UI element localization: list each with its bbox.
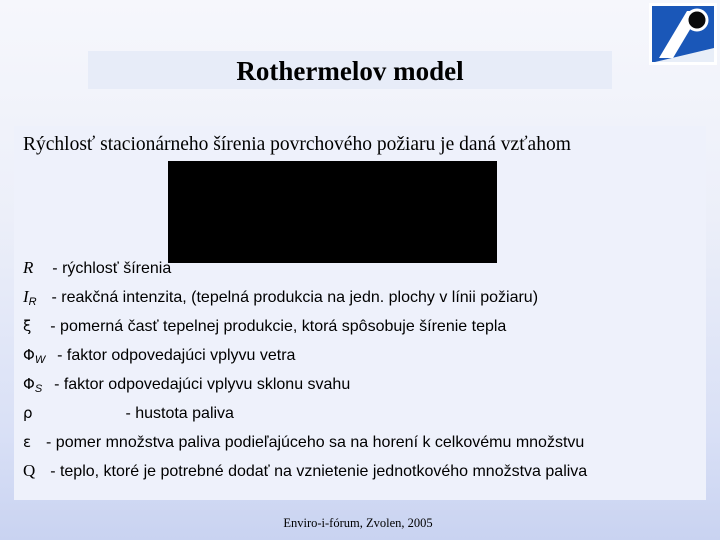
definition-symbol: I: [23, 287, 29, 306]
definition-symbol: ξ: [23, 317, 32, 335]
definition-subscript: W: [34, 354, 46, 366]
definition-subscript: S: [34, 383, 43, 395]
definition-text: - hustota paliva: [125, 405, 234, 422]
definition-symbol: ρ: [23, 404, 33, 422]
intro-text: Rýchlosť stacionárneho šírenia povrchového požiaru je daná vzťahom: [23, 134, 571, 155]
footer-text: Enviro-i-fórum, Zvolen, 2005: [283, 516, 433, 530]
institution-logo-icon: [649, 3, 717, 65]
definition-text: - pomer množstva paliva podieľajúceho sa na horení k celkovému množstvu: [46, 434, 585, 451]
definition-text: - faktor odpovedajúci vplyvu vetra: [57, 347, 296, 364]
definition-row: [23, 373, 350, 400]
definition-row: [23, 402, 234, 425]
definition-row: [23, 286, 538, 313]
slide-title: Rothermelov model: [236, 56, 464, 86]
definition-row: [23, 431, 584, 454]
definition-symbol: Φ: [23, 375, 35, 393]
definition-symbol: Φ: [23, 346, 35, 364]
definition-symbol: R: [23, 258, 34, 277]
definition-row: [23, 460, 587, 483]
definition-text: - reakčná intenzita, (tepelná produkcia na jedn. plochy v línii požiaru): [51, 289, 539, 306]
definition-symbol: Q: [23, 461, 36, 480]
definition-row: [23, 257, 171, 280]
definition-text: - faktor odpovedajúci vplyvu sklonu svahu: [54, 376, 351, 393]
definition-text: - pomerná časť tepelnej produkcie, ktorá spôsobuje šírenie tepla: [50, 318, 507, 335]
definition-subscript: R: [28, 296, 37, 308]
definition-text: - teplo, ktoré je potrebné dodať na vznietenie jednotkového množstva paliva: [50, 463, 588, 480]
definition-text: - rýchlosť šírenia: [52, 260, 172, 277]
definition-symbol: ε: [23, 433, 32, 451]
definition-row: [23, 344, 295, 371]
definition-row: [23, 315, 506, 338]
formula-image: [168, 161, 497, 263]
